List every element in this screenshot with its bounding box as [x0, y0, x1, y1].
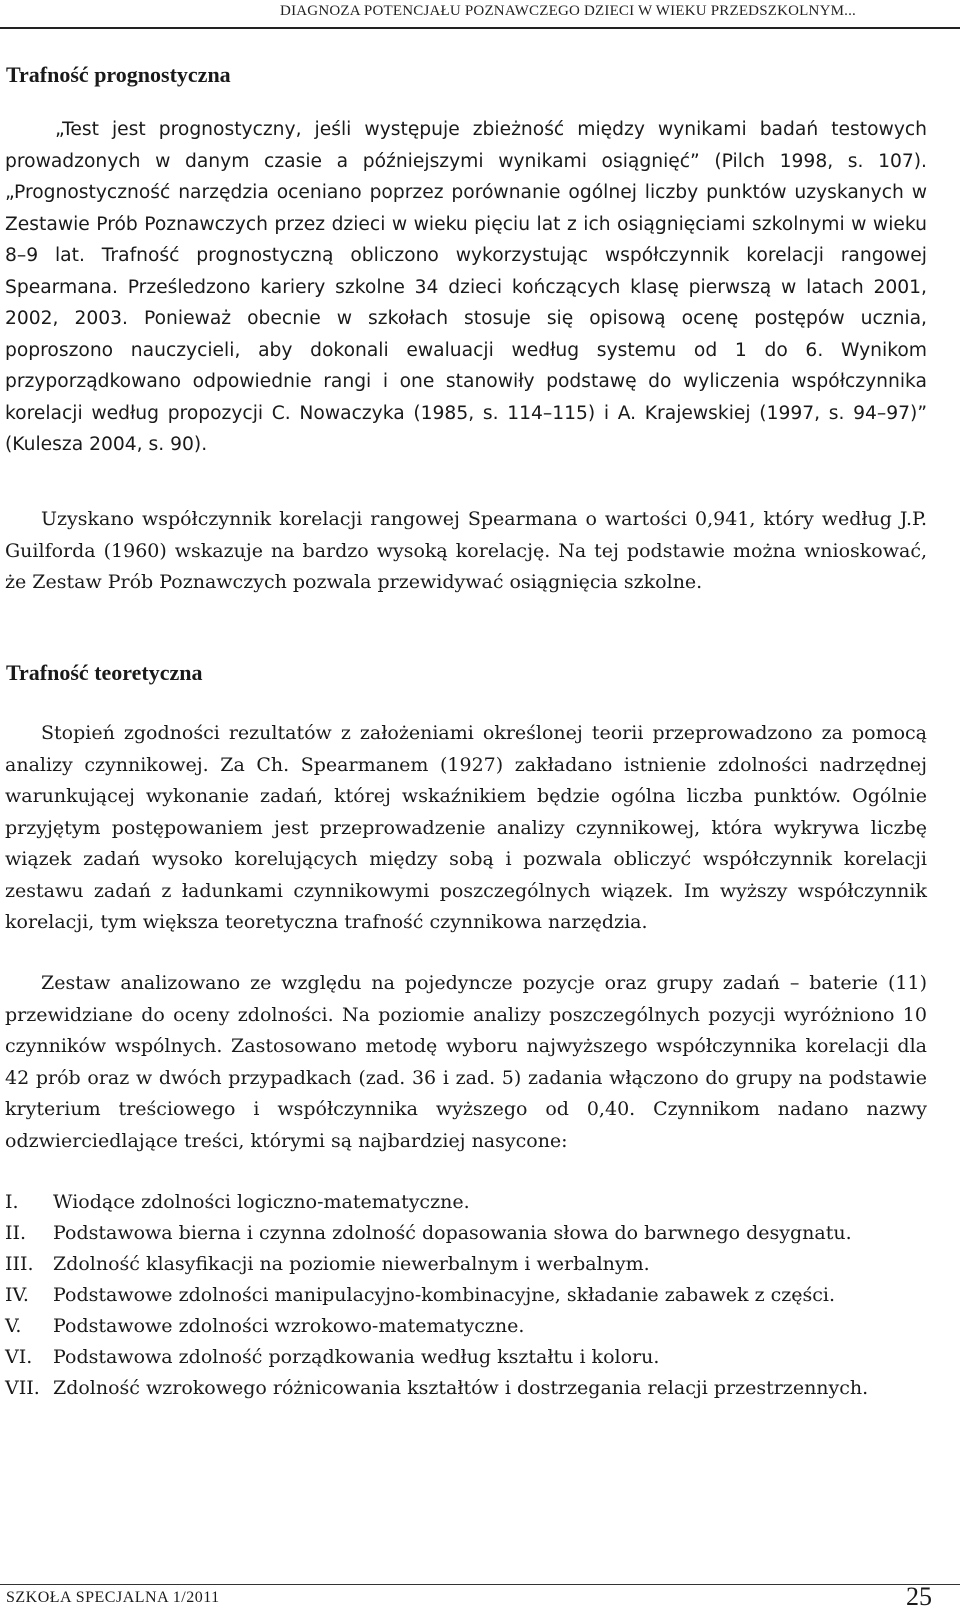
- header-rule: [0, 27, 960, 29]
- list-item: [5, 1280, 927, 1311]
- running-title: DIAGNOZA POTENCJAŁU POZNAWCZEGO DZIECI W WIEKU PRZEDSZKOLNYM...: [280, 3, 856, 19]
- page-number: 25: [906, 1582, 932, 1611]
- list-item: [5, 1373, 927, 1404]
- list-item: [5, 1218, 927, 1249]
- list-item-text: Podstawowe zdolności manipulacyjno-kombinacyjne, składanie zabawek z części.: [53, 1284, 836, 1306]
- section-heading-theoretical: Trafność teoretyczna: [6, 660, 203, 685]
- list-item-number: III.: [5, 1253, 34, 1275]
- list-item-text: Zdolność wzrokowego różnicowania kształtów i dostrzegania relacji przestrzennych.: [53, 1377, 869, 1399]
- paragraph-prognostic-1: „Test jest prognostyczny, jeśli występuje zbieżność między wynikami badań testowych prowadzonych w danym czasie a późniejszymi wynikami osiągnięć” (Pilch 1998, s. 107). „Prognostyczność narzędzia oceniano poprzez porównanie ogólnej liczby punktów uzyskanych w Zestawie Prób Poznawczych przez dzieci w wieku pięciu lat z ich osiągnięciami szkolnymi w wieku 8–9 lat. Trafność prognostyczną obliczono wykorzystując współczynnik korelacji rangowej Spearmana. Prześledzono kariery szkolne 34 dzieci kończących klasę pierwszą w latach 2001, 2002, 2003. Ponieważ obecnie w szkołach stosuje się opisową ocenę postępów ucznia, poproszono nauczycieli, aby dokonali ewaluacji według systemu od 1 do 6. Wynikom przyporządkowano odpowiednie rangi i one stanowiły podstawę do wyliczenia współczynnika korelacji według propozycji C. Nowaczyka (1985, s. 114–115) i A. Krajewskiej (1997, s. 94–97)” (Kulesza 2004, s. 90).: [5, 119, 927, 455]
- list-item: [5, 1187, 927, 1218]
- journal-name: SZKOŁA SPECJALNA 1/2011: [6, 1589, 220, 1606]
- footer-rule: [0, 1584, 960, 1585]
- list-item-number: IV.: [5, 1284, 29, 1306]
- list-item-number: I.: [5, 1191, 19, 1213]
- list-item: [5, 1249, 927, 1280]
- list-item-text: Podstawowa zdolność porządkowania według kształtu i koloru.: [53, 1346, 660, 1368]
- list-item-text: Wiodące zdolności logiczno-matematyczne.: [53, 1191, 470, 1213]
- running-header: [0, 0, 960, 26]
- list-item: [5, 1342, 927, 1373]
- section-heading-prognostic: Trafność prognostyczna: [6, 62, 231, 87]
- paragraph-theoretical-1: Stopień zgodności rezultatów z założeniami określonej teorii przeprowadzono za pomocą analizy czynnikowej. Za Ch. Spearmanem (1927) zakładano istnienie zdolności nadrzędnej warunkującej wykonanie zadań, której wskaźnikiem będzie ogólna liczba punktów. Ogólnie przyjętym postępowaniem jest przeprowadzenie analizy czynnikowej, która wykrywa liczbę wiązek zadań wysoko korelujących między sobą i pozwala obliczyć współczynnik korelacji zestawu zadań z ładunkami czynnikowymi poszczególnych wiązek. Im wyższy współczynnik korelacji, tym większa teoretyczna trafność czynnikowa narzędzia.: [5, 722, 927, 933]
- list-item-number: V.: [5, 1315, 22, 1337]
- list-item-number: II.: [5, 1222, 27, 1244]
- list-item-number: VII.: [5, 1377, 40, 1399]
- list-item-number: VI.: [5, 1346, 33, 1368]
- paragraph-prognostic-2: Uzyskano współczynnik korelacji rangowej Spearmana o wartości 0,941, który według J.P. Guilforda (1960) wskazuje na bardzo wysoką korelację. Na tej podstawie można wnioskować, że Zestaw Prób Poznawczych pozwala przewidywać osiągnięcia szkolne.: [5, 508, 927, 593]
- factor-list: [5, 1187, 927, 1404]
- list-item-text: Podstawowa bierna i czynna zdolność dopasowania słowa do barwnego desygnatu.: [53, 1222, 852, 1244]
- list-item-text: Zdolność klasyfikacji na poziomie niewerbalnym i werbalnym.: [53, 1253, 650, 1275]
- paragraph-theoretical-2: Zestaw analizowano ze względu na pojedyncze pozycje oraz grupy zadań – baterie (11) przewidziane do oceny zdolności. Na poziomie analizy poszczególnych pozycji wyróżniono 10 czynników wspólnych. Zastosowano metodę wyboru najwyższego współczynnika korelacji dla 42 prób oraz w dwóch przypadkach (zad. 36 i zad. 5) zadania włączono do grupy na podstawie kryterium treściowego i współczynnika wyższego od 0,40. Czynnikom nadano nazwy odzwierciedlające treści, którymi są najbardziej nasycone:: [5, 972, 927, 1152]
- list-item-text: Podstawowe zdolności wzrokowo-matematyczne.: [53, 1315, 525, 1337]
- list-item: [5, 1311, 927, 1342]
